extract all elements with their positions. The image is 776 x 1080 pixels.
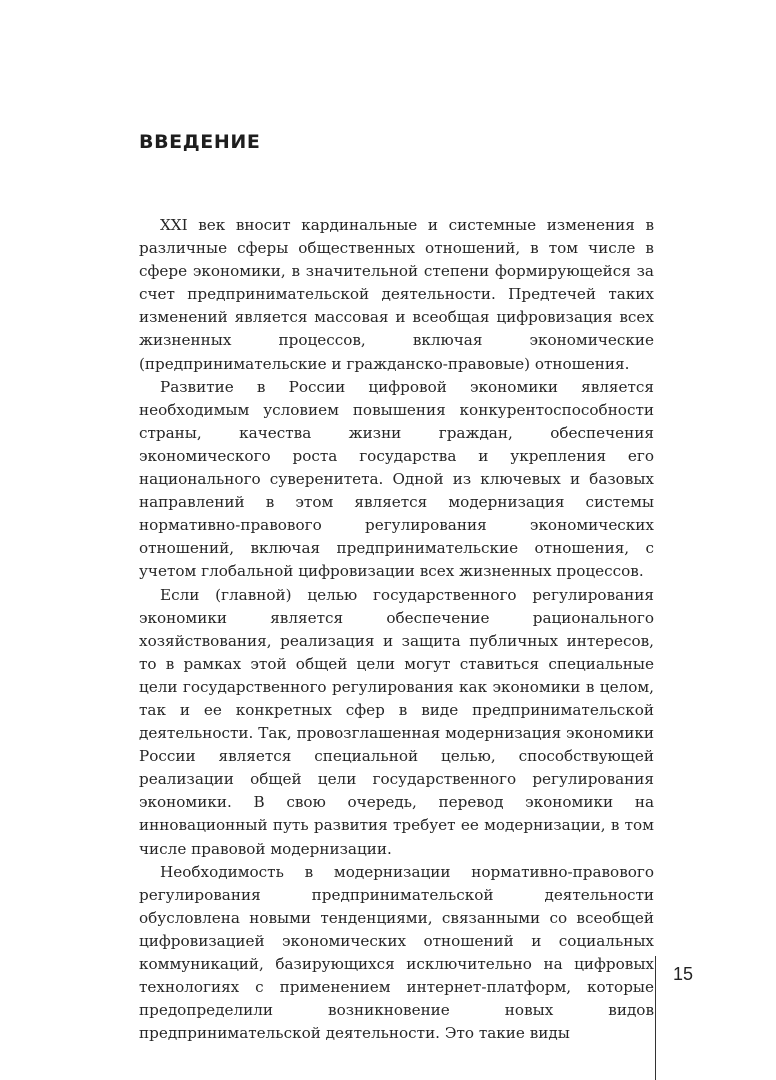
- paragraph-2: Развитие в России цифровой экономики является необходимым условием повышения конкурентоспособности страны, качества жизни граждан, обеспечения экономического роста государства и укрепления его национального суверенитета. Одной из ключевых и базовых направлений в этом является модернизация системы нормативно-правового регулирования экономических отношений, включая предпринимательские отношения, с учетом глобальной цифровизации всех жизненных процессов.: [139, 377, 654, 581]
- margin-rule: [655, 956, 656, 1080]
- paragraph-3: Если (главной) целью государственного регулирования экономики является обеспечение рационального хозяйствования, реализация и защита публичных интересов, то в рамках этой общей цели могут ставиться специальные цели государственного регулирования как экономики в целом, так и ее конкретных сфер в виде предпринимательской деятельности. Так, провозглашенная модернизация экономики России является специальной целью, способствующей реализации общей цели государственного регулирования экономики. В свою очередь, перевод экономики на инновационный путь развития требует ее модернизации, в том числе правовой модернизации.: [139, 585, 654, 858]
- page-number: 15: [673, 964, 694, 984]
- paragraph-4: Необходимость в модернизации нормативно-правового регулирования предпринимательской деятельности обусловлена новыми тенденциями, связанными со всеобщей цифровизацией экономических отношений и социальных коммуникаций, базирующихся исключительно на цифровых технологиях с применением интернет-платформ, которые предопределили возникновение новых видов предпринимательской деятельности. Это такие виды: [139, 862, 654, 1043]
- body-text: [139, 214, 654, 1045]
- paragraph-1: XXI век вносит кардинальные и системные изменения в различные сферы общественных отношений, в том числе в сфере экономики, в значительной степени формирующейся за счет предпринимательской деятельности. Предтечей таких изменений является массовая и всеобщая цифровизация всех жизненных процессов, включая экономические (предпринимательские и гражданско-правовые) отношения.: [139, 216, 654, 373]
- chapter-heading: ВВЕДЕНИЕ: [139, 131, 261, 153]
